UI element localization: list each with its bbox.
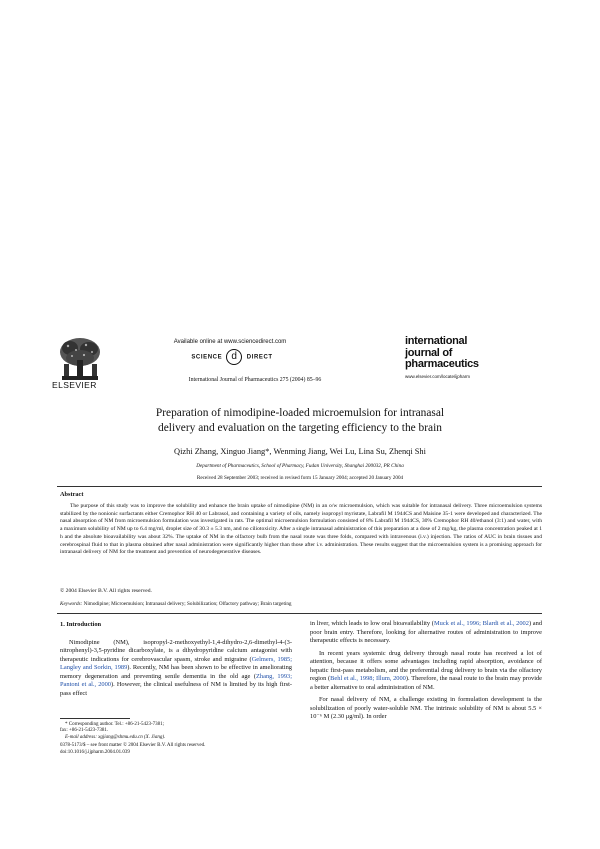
- footnote-line-1: * Corresponding author. Tel.: +86-21-5423-7381;: [65, 722, 165, 727]
- footnote-email[interactable]: E-mail address: xgjiang@shmu.edu.cn (X. Jiang).: [65, 734, 166, 740]
- divider-bottom: [57, 613, 542, 614]
- footnote: [60, 722, 292, 741]
- journal-logo-line-2: journal of: [405, 346, 453, 359]
- journal-url: www.elsevier.com/locate/ijpharm: [405, 373, 471, 379]
- direct-word: DIRECT: [246, 354, 273, 361]
- title-line-2: delivery and evaluation on the targeting efficiency to the brain: [158, 421, 442, 434]
- author-list: Qizhi Zhang, Xinguo Jiang*, Wenming Jiang, Wei Lu, Lina Su, Zhenqi Shi: [174, 447, 426, 456]
- at-symbol-icon: d: [226, 349, 242, 365]
- citation-link[interactable]: Behl et al., 1998; Illum, 2000: [330, 675, 406, 683]
- keywords-line: [60, 601, 542, 607]
- text-run: ). However, the clinical usefulness of NM is limited by its high first-pass effect: [60, 681, 292, 697]
- affiliation: Department of Pharmaceutics, School of Pharmacy, Fudan University, Shanghai 200032, PR China: [196, 463, 404, 469]
- intro-paragraph-2: [310, 650, 542, 693]
- journal-logo-line-1: international: [405, 335, 468, 347]
- text-run: In recent years systemic drug delivery through nasal route has received a lot of attention, because it offers some advantages including rapid absorption, avoidance of hepatic first-pass metabolism, and the preferential drug delivery to brain via the olfactory region (: [310, 649, 542, 683]
- publisher-wordmark: ELSEVIER: [52, 380, 97, 390]
- journal-logo: [405, 336, 525, 379]
- journal-logo-line-3: pharmaceutics: [405, 358, 479, 370]
- science-direct-logo: [172, 349, 292, 365]
- text-run: in liver, which leads to low oral bioavailability (: [310, 620, 434, 627]
- citation-link[interactable]: Muck et al., 1996; Blardi et al., 2002: [433, 620, 529, 627]
- divider-top: [57, 486, 542, 487]
- text-run: Nimodipine (NM), isopropyl-2-methoxyethyl-1,4-dihydro-2,6-dimethyl-4-(3-nitrophenyl)-3,5-pyridine dicarboxylate, is a dihydropyridine calcium antagonist with therapeutic indications for cerebrovascular spasm, stroke and migraine (: [60, 638, 292, 663]
- text-run: ). Recently, NM has been shown to be effective in ameliorating memory degeneration and preventing senile dementia in the old age (: [60, 664, 292, 680]
- text-run: ) and poor brain entry. Therefore, looking for alternative routes of administration to improve therapeutic effects is necessary.: [310, 620, 543, 645]
- footnote-rule: [60, 718, 130, 719]
- article-title: [140, 406, 460, 435]
- received-dates: Received 28 September 2003; received in revised form 15 January 2004; accepted 20 January 2004: [196, 475, 404, 481]
- keywords-label: Keywords:: [60, 601, 83, 607]
- right-column: [310, 620, 542, 722]
- abstract-body: The purpose of this study was to improve the solubility and enhance the brain uptake of nimodipine (NM) in an o/w microemulsion, which was suitable for intranasal delivery. Three microemulsion systems stabilized by the nonionic surfactants either Cremophor RH 40 or Labrasol, and containing a variety of oils, namely isopropyl myristate, Labrafil M 1944CS and Maisine 35-1 were developed and characterized. The nasal absorption of NM from microemulsion formulation was investigated in rats. The optimal microemulsion formulation consisted of 8% Labrafil M 1944CS, 30% Cremophor RH 40/ethanol (3:1) and water, with a maximum solubility of NM up to 6.4 mg/ml, droplet size of 30.3 ± 5.3 nm, and no ciliotoxicity. After a single intranasal administration of this preparation at a dose of 2 mg/kg, the plasma concentration peaked at 1 h and the absolute bioavailability was about 32%. The uptake of NM in the olfactory bulb from the nasal route was three folds, compared with intravenous (i.v.) injection. The ratios of AUC in brain tissues and cerebrospinal fluid to that in plasma obtained after nasal administration were significantly higher than those after i.v. administration. These results suggest that the microemulsion system is a promising approach for intranasal delivery of NM for the treatment and prevention of neurodegenerative diseases.: [60, 503, 542, 556]
- abstract-heading: Abstract: [60, 491, 84, 498]
- title-line-1: Preparation of nimodipine-loaded microemulsion for intranasal: [155, 407, 445, 419]
- citation-link[interactable]: Gelmers, 1985; Langley and Sorkin, 1989: [60, 655, 293, 672]
- issn-line: 0378-5173/$ – see front matter © 2004 Elsevier B.V. All rights reserved.: [60, 743, 206, 748]
- footnote-line-2: fax: +86-21-5423-7381.: [60, 728, 109, 734]
- copyright-line: © 2004 Elsevier B.V. All rights reserved.: [60, 588, 152, 594]
- text-run: ). Therefore, the nasal route to the brain may provide a better alternative to oral administration of NM.: [310, 675, 543, 691]
- journal-citation: International Journal of Pharmaceutics 275 (2004) 85–96: [188, 377, 322, 383]
- science-word: SCIENCE: [191, 354, 223, 361]
- citation-link[interactable]: Zhang, 1993; Pantoni et al., 2000: [60, 672, 292, 689]
- left-column: [60, 621, 292, 698]
- intro-paragraph-3: For nasal delivery of NM, a challenge existing in formulation development is the solubilization of poorly water-soluble NM. The intrinsic solubility of NM is about 5.5 × 10⁻⁶ M (2.30 μg/ml). In order: [310, 696, 542, 721]
- issn-doi-block: [60, 743, 360, 756]
- section-heading-introduction: 1. Introduction: [60, 621, 102, 628]
- doi-line[interactable]: doi:10.1016/j.ijpharm.2004.01.039: [60, 749, 130, 755]
- elsevier-tree-logo: [56, 336, 104, 384]
- intro-paragraph-1: [60, 639, 292, 699]
- available-online-line: Available online at www.sciencedirect.com: [173, 339, 287, 345]
- intro-paragraph-1-cont: [310, 620, 542, 646]
- keywords-list: Nimodipine; Microemulsion; Intranasal delivery; Solubilization; Olfactory pathway; Brain targeting: [83, 601, 292, 607]
